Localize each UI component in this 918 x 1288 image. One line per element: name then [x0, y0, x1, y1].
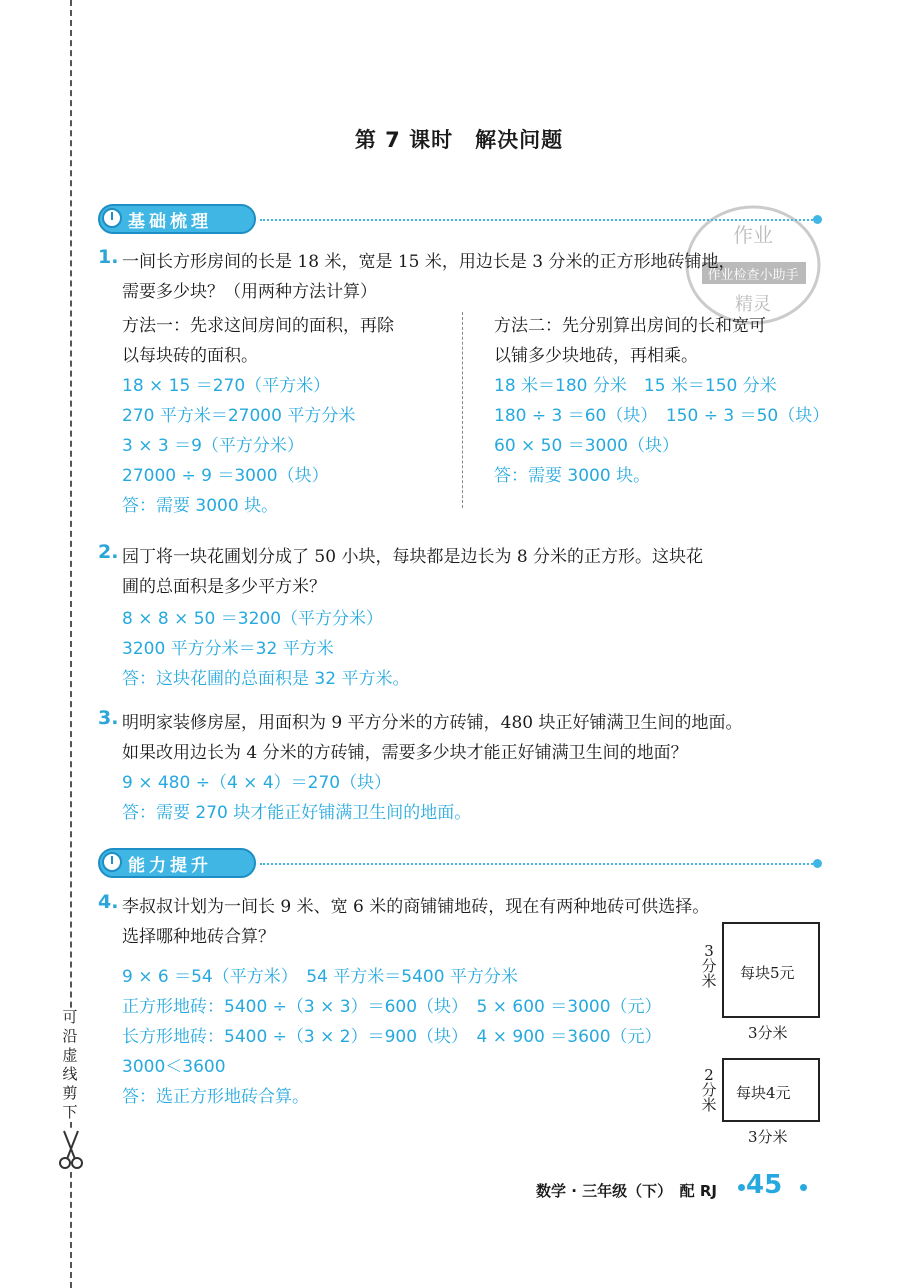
- banner-end-dot: [813, 859, 822, 868]
- question-number-1: 1.: [98, 246, 119, 268]
- question-4-line-1: 李叔叔计划为一间长 9 米、宽 6 米的商铺铺地砖，现在有两种地砖可供选择。: [122, 897, 710, 917]
- square-tile-diagram: [722, 922, 820, 1018]
- method-2-text-1: 方法二：先分别算出房间的长和宽可: [494, 316, 766, 336]
- rectangle-tile-diagram: [722, 1058, 820, 1122]
- question-3-answer-2: 答：需要 270 块才能正好铺满卫生间的地面。: [122, 803, 472, 823]
- scissors-icon: [56, 1128, 86, 1172]
- question-number-2: 2.: [98, 541, 119, 563]
- method-1-answer-4: 27000 ÷ 9 ＝3000（块）: [122, 466, 329, 486]
- method-2-answer-3: 60 × 50 ＝3000（块）: [494, 436, 679, 456]
- page-title: 第 7 课时 解决问题: [354, 128, 564, 152]
- square-tile-price: 每块5元: [740, 964, 795, 982]
- svg-text:精灵: 精灵: [735, 294, 771, 315]
- section-title-advanced: 能力提升: [128, 856, 212, 876]
- banner-dotted-line: [260, 863, 816, 865]
- method-2-answer-2: 180 ÷ 3 ＝60（块） 150 ÷ 3 ＝50（块）: [494, 406, 830, 426]
- method-2-answer-1: 18 米＝180 分米 15 米＝150 分米: [494, 376, 777, 396]
- question-3-answer-1: 9 × 480 ÷（4 × 4）＝270（块）: [122, 773, 392, 793]
- question-2-answer-2: 3200 平方分米＝32 平方米: [122, 639, 334, 659]
- section-banner-advanced: [98, 844, 822, 880]
- method-1-text-2: 以每块砖的面积。: [122, 346, 258, 366]
- page-number: 45: [746, 1170, 783, 1200]
- svg-text:作业: 作业: [733, 223, 773, 247]
- question-4-line-2: 选择哪种地砖合算？: [122, 927, 275, 947]
- question-number-4: 4.: [98, 891, 119, 913]
- method-2-text-2: 以铺多少块地砖，再相乘。: [494, 346, 698, 366]
- rectangle-tile-width-label: 3分米: [748, 1128, 788, 1146]
- rectangle-tile-side-label: 2分米: [701, 1066, 717, 1114]
- banner-end-dot: [813, 215, 822, 224]
- method-1-answer-2: 270 平方米＝27000 平方分米: [122, 406, 356, 426]
- question-2-answer-1: 8 × 8 × 50 ＝3200（平方分米）: [122, 609, 384, 629]
- question-1-line-1: 一间长方形房间的长是 18 米，宽是 15 米，用边长是 3 分米的正方形地砖铺地，: [122, 252, 736, 272]
- question-1-line-2: 需要多少块？（用两种方法计算）: [122, 282, 377, 302]
- square-tile-width-label: 3分米: [748, 1024, 788, 1042]
- section-title-basic: 基础梳理: [128, 212, 212, 232]
- footer-subject: 数学 · 三年级（下） 配 RJ: [536, 1182, 717, 1200]
- question-4-answer-4: 3000＜3600: [122, 1057, 226, 1077]
- method-2-answer-4: 答：需要 3000 块。: [494, 466, 651, 486]
- question-3-line-1: 明明家装修房屋，用面积为 9 平方分米的方砖铺，480 块正好铺满卫生间的地面。: [122, 713, 743, 733]
- question-2-line-1: 园丁将一块花圃划分成了 50 小块，每块都是边长为 8 分米的正方形。这块花: [122, 547, 704, 567]
- question-number-3: 3.: [98, 707, 119, 729]
- banner-dotted-line: [260, 219, 816, 221]
- question-3-line-2: 如果改用边长为 4 分米的方砖铺，需要多少块才能正好铺满卫生间的地面？: [122, 743, 688, 763]
- rectangle-tile-price: 每块4元: [736, 1084, 791, 1102]
- square-tile-side-label: 3分米: [701, 942, 717, 990]
- footer-dot-right: [800, 1184, 807, 1191]
- clock-icon: [102, 208, 122, 228]
- question-4-answer-1: 9 × 6 ＝54（平方米） 54 平方米＝5400 平方分米: [122, 967, 518, 987]
- method-1-answer-1: 18 × 15 ＝270（平方米）: [122, 376, 331, 396]
- question-2-line-2: 圃的总面积是多少平方米？: [122, 577, 326, 597]
- method-1-answer-5: 答：需要 3000 块。: [122, 496, 279, 516]
- clock-icon: [102, 852, 122, 872]
- svg-text:作业检查小助手: 作业检查小助手: [707, 268, 799, 283]
- method-1-text-1: 方法一：先求这间房间的面积，再除: [122, 316, 394, 336]
- footer-dot-left: [738, 1184, 745, 1191]
- question-4-answer-3: 长方形地砖：5400 ÷（3 × 2）＝900（块） 4 × 900 ＝3600（元）: [122, 1027, 662, 1047]
- section-banner-basic: [98, 200, 822, 236]
- question-4-answer-2: 正方形地砖：5400 ÷（3 × 3）＝600（块） 5 × 600 ＝3000（元）: [122, 997, 662, 1017]
- cut-hint: 可沿虚线剪下: [58, 1008, 82, 1122]
- question-2-answer-3: 答：这块花圃的总面积是 32 平方米。: [122, 669, 410, 689]
- method-divider: [462, 312, 463, 508]
- method-1-answer-3: 3 × 3 ＝9（平方分米）: [122, 436, 304, 456]
- question-4-answer-5: 答：选正方形地砖合算。: [122, 1087, 309, 1107]
